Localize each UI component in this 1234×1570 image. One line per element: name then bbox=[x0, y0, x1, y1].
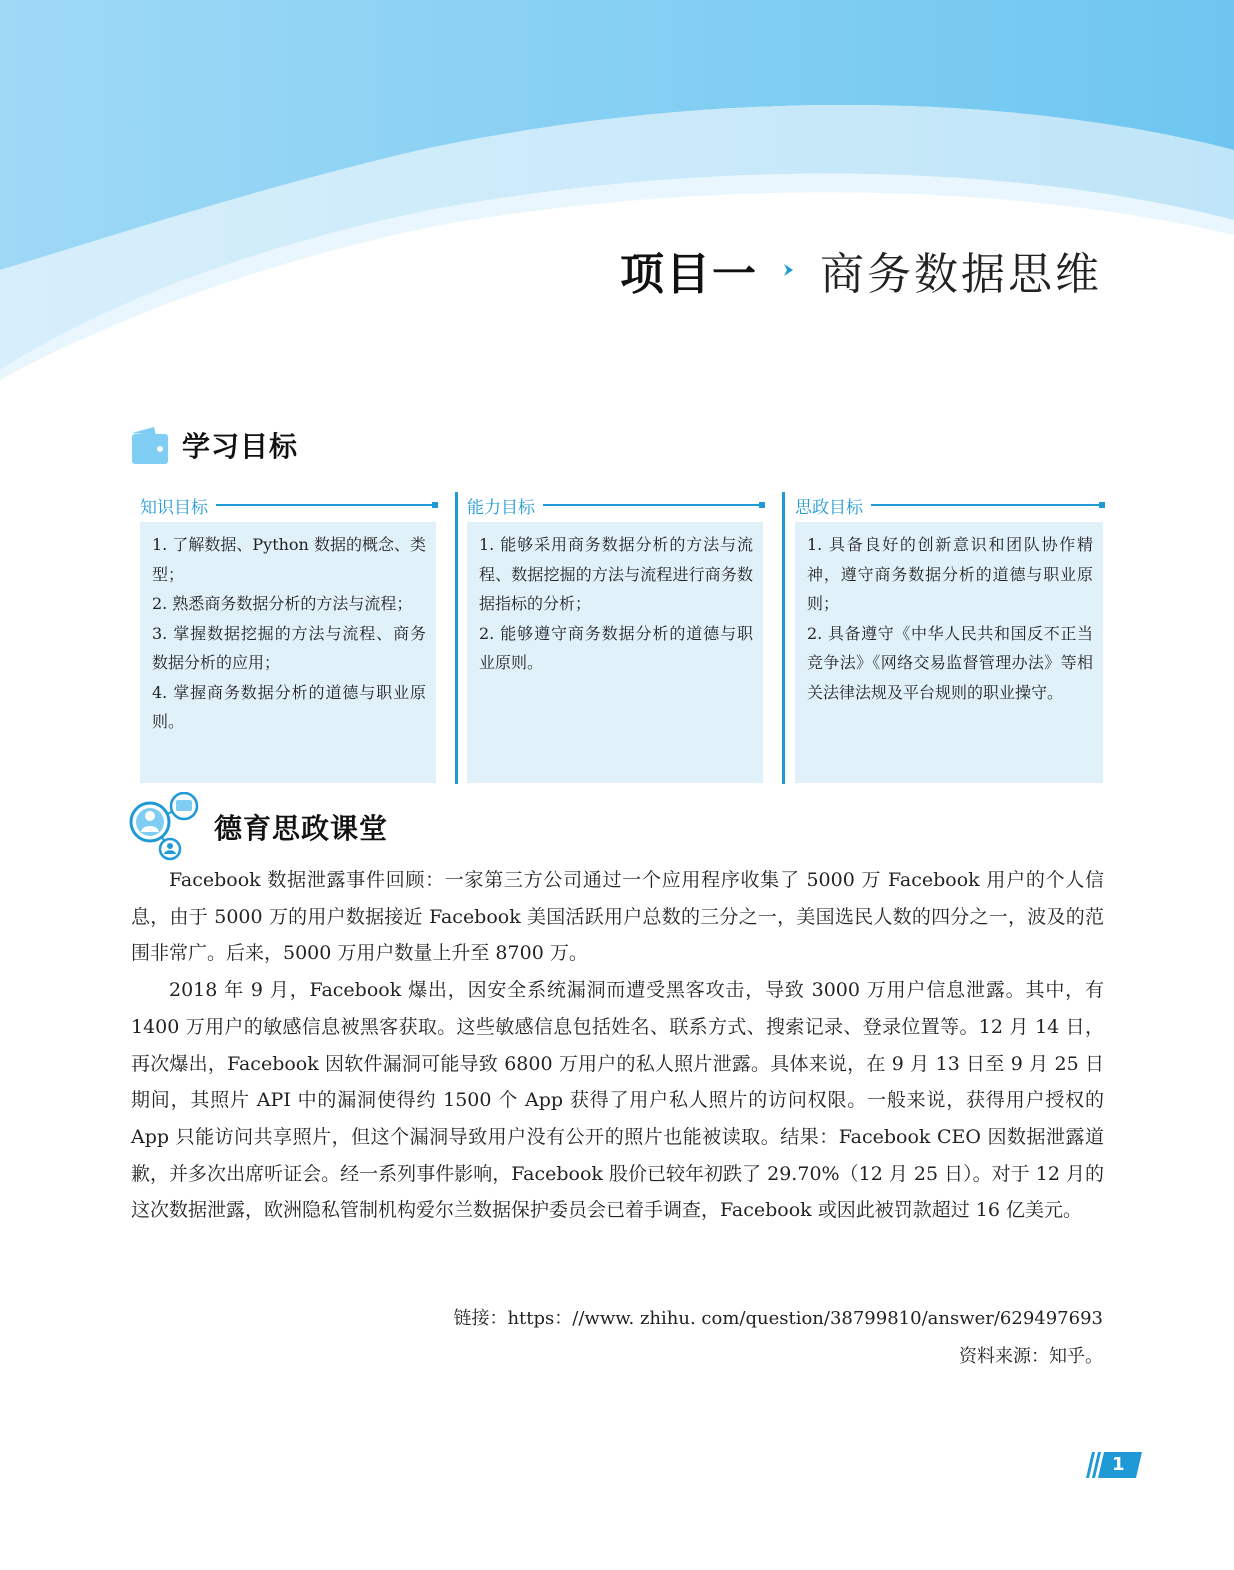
goal-item: 1. 具备良好的创新意识和团队协作精神，遵守商务数据分析的道德与职业原则； bbox=[807, 535, 1093, 613]
goal-item: 1. 了解数据、Python 数据的概念、类型； bbox=[152, 535, 426, 584]
learning-goals-title: 学习目标 bbox=[182, 430, 299, 463]
chapter-title bbox=[620, 240, 1102, 300]
goal-item: 3. 掌握数据挖掘的方法与流程、商务数据分析的应用； bbox=[152, 623, 426, 672]
source-credit: 资料来源：知乎。 bbox=[959, 1346, 1103, 1367]
divider bbox=[216, 504, 436, 506]
chevron-right-icon bbox=[778, 259, 800, 281]
page-number-badge bbox=[1082, 1452, 1142, 1478]
goal-item: 1. 能够采用商务数据分析的方法与流程、数据挖掘的方法与流程进行商务数据指标的分析； bbox=[479, 535, 753, 613]
goal-list bbox=[467, 522, 763, 783]
goal-item: 2. 熟悉商务数据分析的方法与流程； bbox=[152, 594, 413, 613]
page-number: 1 bbox=[1112, 1454, 1125, 1475]
wallet-icon bbox=[130, 425, 170, 465]
divider bbox=[871, 504, 1103, 506]
header-wave-decoration bbox=[0, 0, 1234, 380]
goal-column-knowledge bbox=[140, 490, 436, 783]
column-separator bbox=[782, 492, 785, 784]
paragraph: Facebook 数据泄露事件回顾：一家第三方公司通过一个应用程序收集了 5000 万 Facebook 用户的个人信息，由于 5000 万的用户数据接近 Facebook 美国活跃用户总数的三分之一，美国选民人数的四分之一，波及的范围非常广。后来，5000 万用户数量上升至 8700 万。 bbox=[131, 869, 1104, 965]
goal-item: 2. 能够遵守商务数据分析的道德与职业原则。 bbox=[479, 623, 753, 672]
goal-column-title: 能力目标 bbox=[467, 497, 535, 518]
paragraph: 2018 年 9 月，Facebook 爆出，因安全系统漏洞而遭受黑客攻击，导致 3000 万用户信息泄露。其中，有 1400 万用户的敏感信息被黑客获取。这些敏感信息包括姓名、联系方式、搜索记录、登录位置等。12 月 14 日，再次爆出，Facebook 因软件漏洞可能导致 6800 万用户的私人照片泄露。具体来说，在 9 月 13 日至 9 月 25 日期间，其照片 API 中的漏洞使得约 1500 个 App 获得了用户私人照片的访问权限。一般来说，获得用户授权的 App 只能访问共享照片，但这个漏洞导致用户没有公开的照片也能被读取。结果：Facebook CEO 因数据泄露道歉，并多次出席听证会。经一系列事件影响，Facebook 股价已较年初跌了 29.70%（12 月 25 日）。对于 12 月的这次数据泄露，欧洲隐私管制机构爱尔兰数据保护委员会已着手调查，Facebook 或因此被罚款超过 16 亿美元。 bbox=[131, 979, 1104, 1222]
moral-class-heading bbox=[128, 792, 388, 862]
goal-list bbox=[795, 522, 1103, 783]
goal-item: 4. 掌握商务数据分析的道德与职业原则。 bbox=[152, 682, 426, 731]
moral-class-title: 德育思政课堂 bbox=[214, 812, 389, 845]
goal-list bbox=[140, 522, 436, 783]
goal-column-title: 思政目标 bbox=[795, 497, 863, 518]
source-link: 链接：https：//www. zhihu. com/question/38799810/answer/629497693 bbox=[453, 1308, 1103, 1329]
goal-column-title: 知识目标 bbox=[140, 497, 208, 518]
learning-goals-heading bbox=[130, 425, 298, 465]
divider bbox=[543, 504, 763, 506]
case-story bbox=[131, 862, 1104, 1229]
column-separator bbox=[455, 492, 458, 784]
people-network-icon bbox=[128, 792, 202, 862]
goal-column-ability bbox=[467, 490, 763, 783]
goal-column-ideology bbox=[795, 490, 1103, 783]
chapter-title-text: 商务数据思维 bbox=[820, 249, 1102, 300]
project-label: 项目一 bbox=[620, 249, 758, 300]
goal-item: 2. 具备遵守《中华人民共和国反不正当竞争法》《网络交易监督管理办法》等相关法律法规及平台规则的职业操守。 bbox=[807, 623, 1093, 702]
